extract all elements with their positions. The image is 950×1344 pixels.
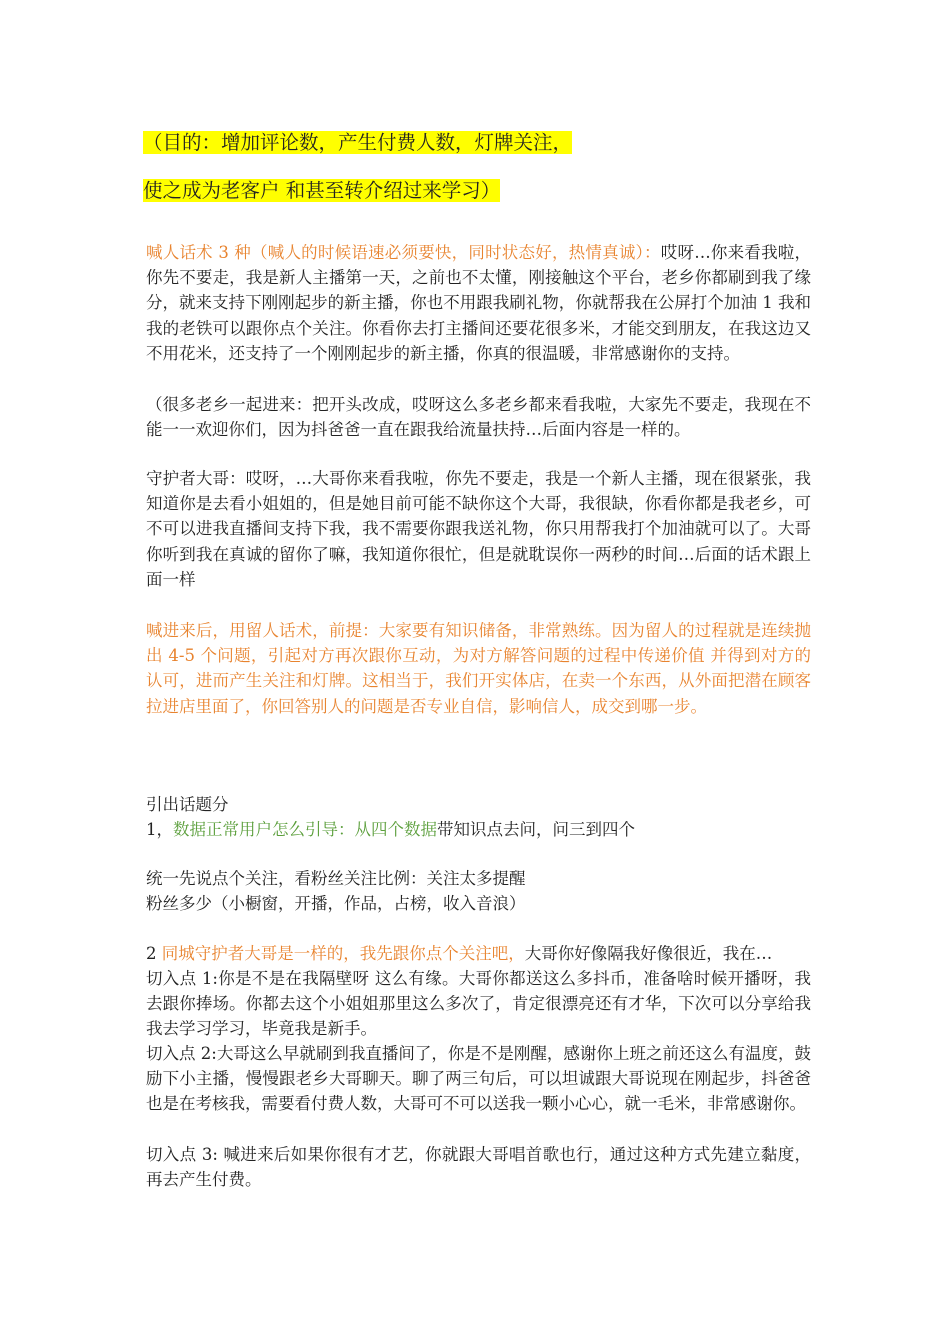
topic-item-1 <box>146 817 635 842</box>
topic-item-1-number: 1， <box>146 820 173 839</box>
purpose-line-1 <box>143 129 572 157</box>
topics-title: 引出话题分 <box>146 795 229 814</box>
cut-point-2: 切入点 2:大哥这么早就刷到我直播间了，你是不是刚醒，感谢你上班之前还这么有温度，鼓励下小主播，慢慢跟老乡大哥聊天。聊了两三句后，可以坦诚跟大哥说现在刚起步，抖爸爸也是在考核我，需要看付费人数，大哥可不可以送我一颗小心心，就一毛米，非常感谢你。 <box>146 1044 811 1114</box>
topic-item-2-rest: 大哥你好像隔我好像很近，我在… <box>524 944 773 963</box>
topic-item-2-orange: 同城守护者大哥是一样的，我先跟你点个关注吧， <box>161 944 525 963</box>
call-script-lead: 喊人话术 3 种（喊人的时候语速必须要快，同时状态好，热情真诚）： <box>146 243 661 262</box>
call-script-paragraph <box>146 240 811 366</box>
many-fellows-paragraph: （很多老乡一起进来：把开头改成，哎呀这么多老乡都来看我啦，大家先不要走，我现在不能一一欢迎你们，因为抖爸爸一直在跟我给流量扶持…后面内容是一样的。 <box>146 395 811 440</box>
guardian-paragraph: 守护者大哥：哎呀，…大哥你来看我啦，你先不要走，我是一个新人主播，现在很紧张，我知道你是去看小姐姐的，但是她目前可能不缺你这个大哥，我很缺，你看你都是我老乡，可不可以进我直播间支持下我，我不需要你跟我送礼物，你只用帮我打个加油就可以了。大哥你听到我在真诚的留你了嘛，我知道你很忙，但是就耽误你一两秒的时间…后面的话术跟上面一样 <box>146 469 811 589</box>
follow-line: 统一先说点个关注，看粉丝关注比例：关注太多提醒 <box>146 869 526 888</box>
purpose-highlight-1: （目的：增加评论数，产生付费人数，灯牌关注， <box>143 131 573 154</box>
cut-point-3: 切入点 3: 喊进来后如果你很有才艺，你就跟大哥唱首歌也行，通过这种方式先建立黏度，再去产生付费。 <box>146 1145 811 1190</box>
topic-item-2-number: 2 <box>146 944 162 963</box>
fans-line: 粉丝多少（小橱窗，开播，作品，占榜，收入音浪） <box>146 894 526 913</box>
topic-item-1-rest: 带知识点去问，问三到四个 <box>437 820 635 839</box>
purpose-line-2 <box>143 177 500 205</box>
purpose-highlight-2b: 和甚至转介绍过来学习） <box>279 179 501 202</box>
purpose-highlight-2: 使之成为老客户 <box>143 179 280 202</box>
cut-point-1: 切入点 1:你是不是在我隔壁呀 这么有缘。大哥你都送这么多抖币，准备啥时候开播呀，我去跟你捧场。你都去这个小姐姐那里这么多次了，肯定很漂亮还有才华，下次可以分享给我 我去学习学习，毕竟我是新手。 <box>146 969 811 1039</box>
call-script-body: 哎呀…你来看我啦，你先不要走，我是新人主播第一天，之前也不太懂，刚接触这个平台，老乡你都刷到我了缘分，就来支持下刚刚起步的新主播，你也不用跟我刷礼物，你就帮我在公屏打个加油 1 我和我的老铁可以跟你点个关注。你看你去打主播间还要花很多米，才能交到朋友，在我这边又不用花米，还支持了一个刚刚起步的新主播，你真的很温暖，非常感谢你的支持。 <box>146 243 811 363</box>
topic-item-2 <box>146 941 772 966</box>
retain-paragraph: 喊进来后，用留人话术，前提：大家要有知识储备，非常熟练。因为留人的过程就是连续抛出 4-5 个问题，引起对方再次跟你互动，为对方解答问题的过程中传递价值 并得到对方的认可，进而产生关注和灯牌。这相当于，我们开实体店，在卖一个东西，从外面把潜在顾客拉进店里面了，你回答别人的问题是否专业自信，影响信人，成交到哪一步。 <box>146 621 811 716</box>
topic-item-1-green: 数据正常用户怎么引导：从四个数据 <box>173 820 437 839</box>
